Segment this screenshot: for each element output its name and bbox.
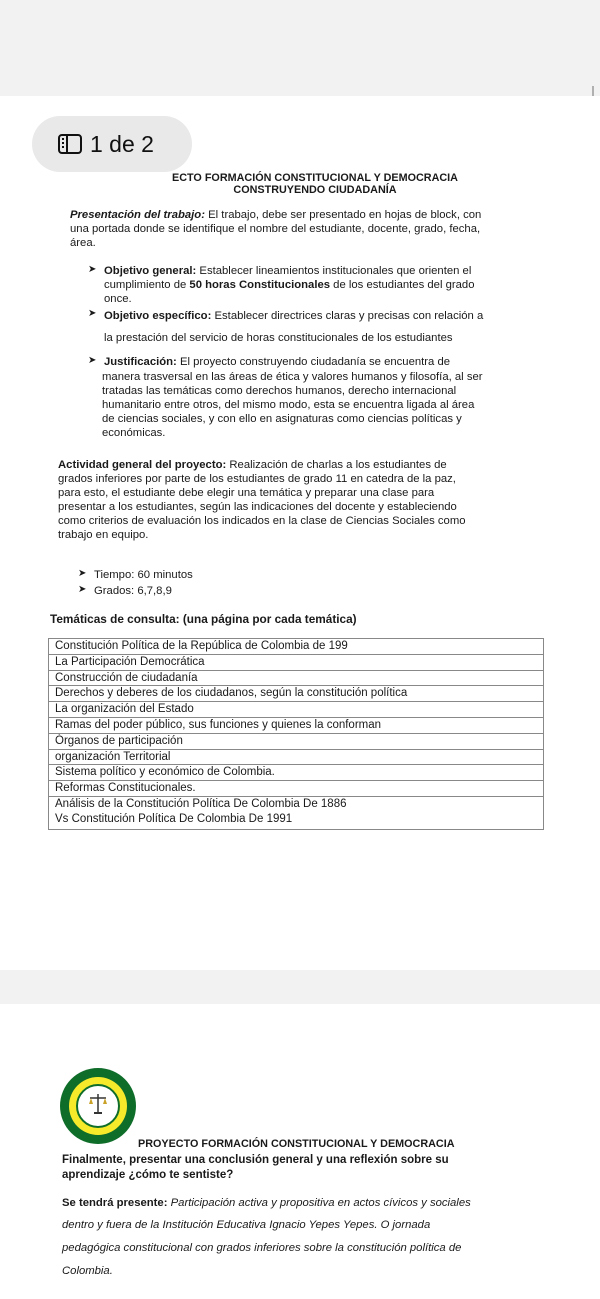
note-line2: dentro y fuera de la Institución Educativa Ignacio Yepes Yepes. O jornada bbox=[62, 1219, 431, 1231]
table-row: La Participación Democrática bbox=[49, 655, 543, 671]
activity-line1: Actividad general del proyecto: Realización de charlas a los estudiantes de bbox=[58, 459, 447, 471]
justification-line4: humanitario entre otros, del mismo modo, esta se encuentra ligada al área bbox=[102, 399, 475, 411]
activity-line5: como criterios de evaluación los indicados en la clase de Ciencias Sociales como bbox=[58, 515, 466, 527]
school-seal-logo bbox=[60, 1068, 136, 1144]
table-cell-line: Vs Constitución Política De Colombia De 1991 bbox=[55, 812, 293, 825]
general-objective-line1: Objetivo general: Establecer lineamientos institucionales que orienten el bbox=[104, 265, 472, 277]
document-title-line1: ECTO FORMACIÓN CONSTITUCIONAL Y DEMOCRACIA bbox=[172, 172, 458, 184]
bullet-arrow-icon: ➤ bbox=[78, 568, 87, 579]
note-line4: Colombia. bbox=[62, 1265, 113, 1277]
activity-line2: grados inferiores por parte de los estudiantes de grado 11 en catedra de la paz, bbox=[58, 473, 456, 485]
table-row: Sistema político y económico de Colombia. bbox=[49, 765, 543, 781]
general-objective-line3: once. bbox=[104, 293, 132, 305]
document-pages-icon bbox=[58, 134, 82, 154]
page-indicator-label: 1 de 2 bbox=[90, 130, 154, 157]
bullet-arrow-icon: ➤ bbox=[78, 584, 87, 595]
table-row: Derechos y deberes de los ciudadanos, según la constitución política bbox=[49, 686, 543, 702]
time-item: Tiempo: 60 minutos bbox=[94, 569, 193, 581]
grades-item: Grados: 6,7,8,9 bbox=[94, 585, 172, 597]
justification-line1: Justificación: El proyecto construyendo ciudadanía se encuentra de bbox=[104, 356, 451, 368]
presentation-line1: Presentación del trabajo: El trabajo, debe ser presentado en hojas de block, con bbox=[70, 209, 482, 221]
table-row: Construcción de ciudadanía bbox=[49, 671, 543, 687]
topics-heading: Temáticas de consulta: (una página por cada temática) bbox=[50, 612, 357, 626]
presentation-line3: área. bbox=[70, 237, 96, 249]
activity-line3: para esto, el estudiante debe elegir una temática y preparar una clase para bbox=[58, 487, 435, 499]
justification-line5: de ciencias sociales, y con ello en asignaturas como ciencias políticas y bbox=[102, 413, 462, 425]
note-line3: pedagógica constitucional con grados inferiores sobre la constitución política de bbox=[62, 1242, 462, 1254]
table-row bbox=[49, 797, 543, 829]
activity-line6: trabajo en equipo. bbox=[58, 529, 149, 541]
conclusion-line1: Finalmente, presentar una conclusión general y una reflexión sobre su bbox=[62, 1154, 449, 1166]
document-title-line2: CONSTRUYENDO CIUDADANÍA bbox=[233, 184, 397, 196]
table-row: Constitución Política de la República de Colombia de 199 bbox=[49, 639, 543, 655]
table-row: Reformas Constitucionales. bbox=[49, 781, 543, 797]
note-line1: Se tendrá presente: Participación activa y propositiva en actos cívicos y sociales bbox=[62, 1197, 471, 1209]
topics-table bbox=[48, 638, 544, 830]
activity-line4: presentar a los estudiantes, según las indicaciones del docente y estableciendo bbox=[58, 501, 457, 513]
specific-objective-line2: la prestación del servicio de horas constitucionales de los estudiantes bbox=[104, 332, 453, 344]
bullet-arrow-icon: ➤ bbox=[88, 355, 97, 366]
presentation-line2: una portada donde se identifique el nombre del estudiante, docente, grado, fecha, bbox=[70, 223, 481, 235]
table-row: Órganos de participación bbox=[49, 734, 543, 750]
justice-scale-icon bbox=[88, 1092, 108, 1116]
justification-line6: económicas. bbox=[102, 427, 166, 439]
page-indicator[interactable] bbox=[32, 116, 192, 172]
conclusion-line2: aprendizaje ¿cómo te sentiste? bbox=[62, 1169, 234, 1181]
specific-objective-line1: Objetivo específico: Establecer directrices claras y precisas con relación a bbox=[104, 310, 484, 322]
justification-line3: tratadas las temáticas como derechos humanos, derecho internacional bbox=[102, 385, 457, 397]
general-objective-line2: cumplimiento de 50 horas Constitucionales de los estudiantes del grado bbox=[104, 279, 475, 291]
table-row: La organización del Estado bbox=[49, 702, 543, 718]
table-row: organización Territorial bbox=[49, 750, 543, 766]
bullet-arrow-icon: ➤ bbox=[88, 264, 97, 275]
justification-line2: manera trasversal en las áreas de ética y valores humanos y filosofía, al ser bbox=[102, 371, 483, 383]
table-cell-line: Análisis de la Constitución Política De Colombia De 1886 bbox=[55, 797, 347, 810]
page2-title: PROYECTO FORMACIÓN CONSTITUCIONAL Y DEMOCRACIA bbox=[138, 1138, 455, 1150]
bullet-arrow-icon: ➤ bbox=[88, 308, 97, 319]
table-row: Ramas del poder público, sus funciones y quienes la conforman bbox=[49, 718, 543, 734]
